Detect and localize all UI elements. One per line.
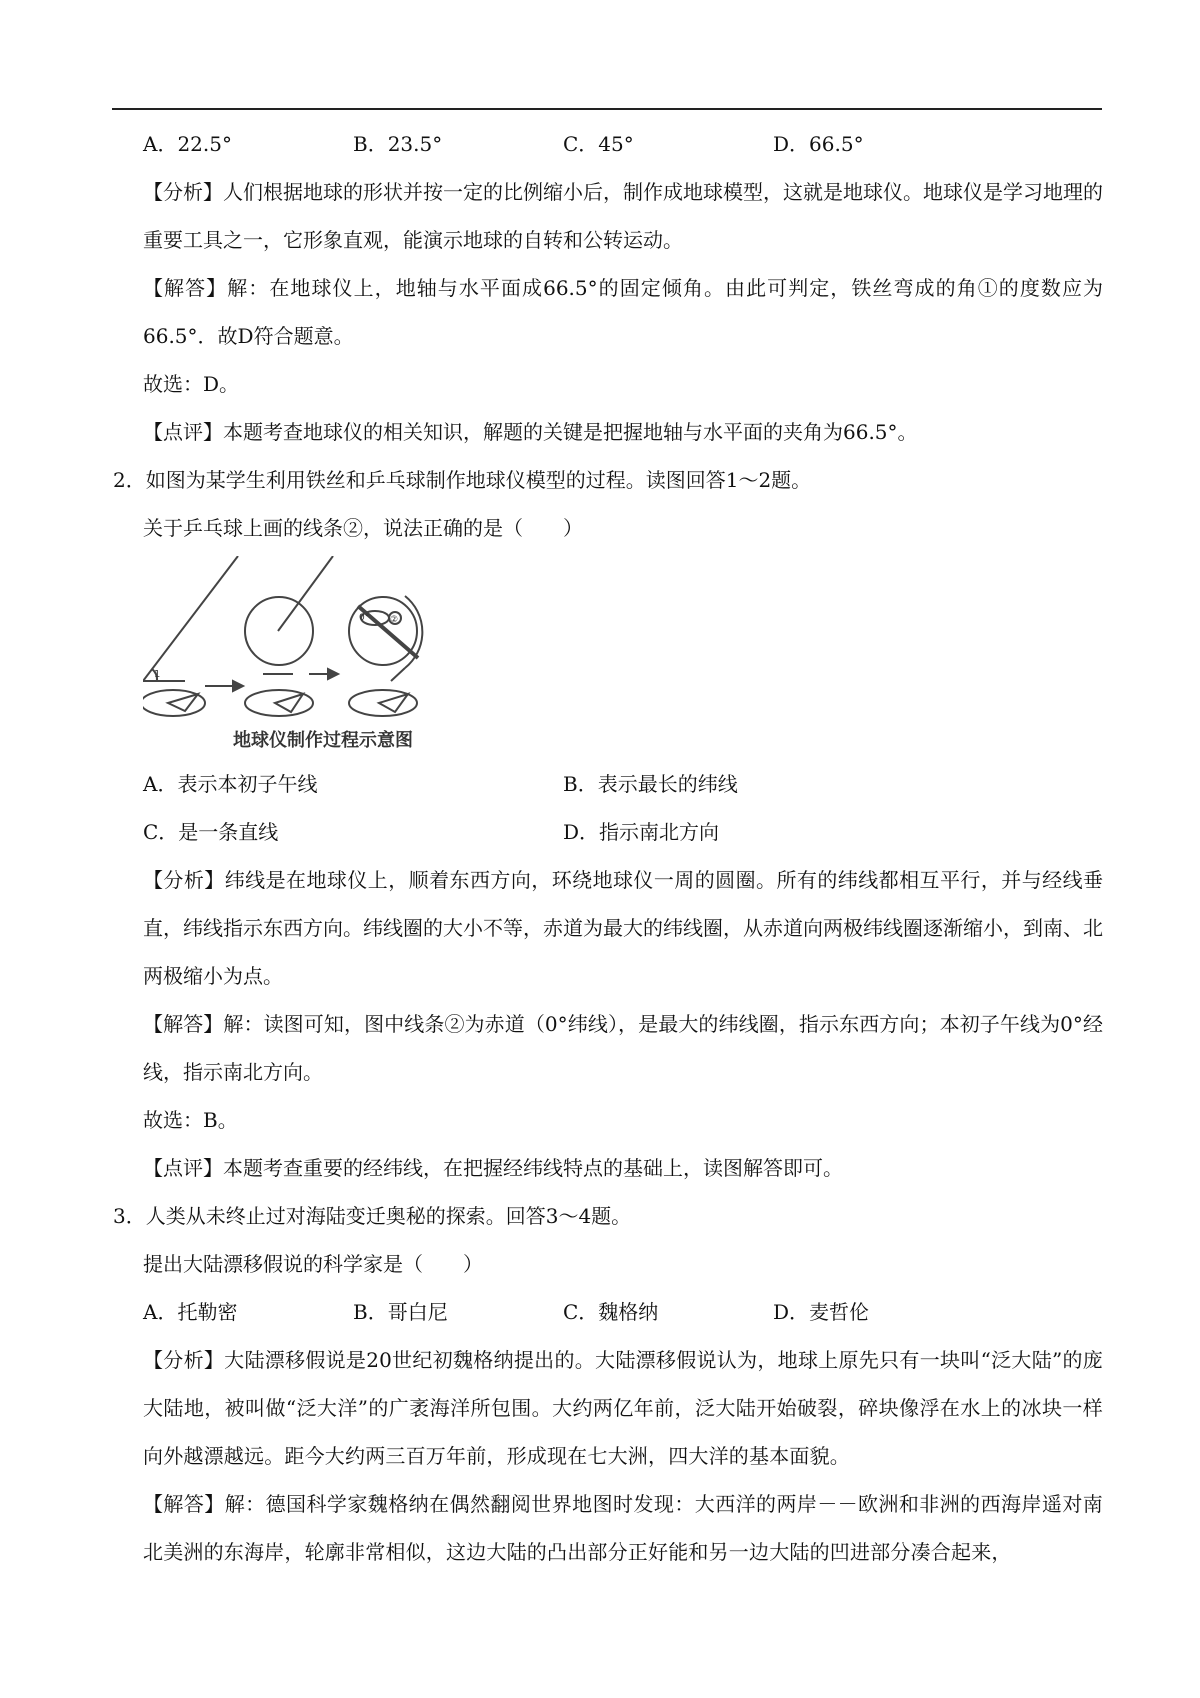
document-page — [113, 120, 1103, 1576]
q3-options — [143, 1288, 1103, 1336]
q2-options-row-2 — [143, 808, 1103, 856]
figure-label-0deg: 0° — [359, 613, 370, 623]
q3-option-a: A．托勒密 — [143, 1300, 238, 1324]
q2-option-a: A．表示本初子午线 — [143, 772, 318, 796]
q3-analysis: 【分析】大陆漂移假说是20世纪初魏格纳提出的。大陆漂移假说认为，地球上原先只有一块叫“泛大陆”的庞大陆地，被叫做“泛大洋”的广袤海洋所包围。大约两亿年前，泛大陆开始破裂，碎块像浮在水上的冰块一样向外越漂越远。距今大约两三百万年前，形成现在七大洲，四大洋的基本面貌。 — [143, 1348, 1103, 1468]
stand-post-3 — [391, 668, 405, 681]
arrow-head-2 — [328, 669, 338, 679]
figure-label-1: 1 — [154, 669, 161, 680]
q3-solution: 【解答】解：德国科学家魏格纳在偶然翻阅世界地图时发现：大西洋的两岸－－欧洲和非洲的西海岸遥对南北美洲的东海岸，轮廓非常相似，这边大陆的凸出部分正好能和另一边大陆的凹进部分凑合起来， — [143, 1492, 1103, 1564]
q1-option-c: C．45° — [563, 132, 634, 156]
q2-stem: 2．如图为某学生利用铁丝和乒乓球制作地球仪模型的过程。读图回答1～2题。 — [113, 468, 812, 492]
globe-making-figure — [143, 556, 443, 756]
q1-comment: 【点评】本题考查地球仪的相关知识，解题的关键是把握地轴与水平面的夹角为66.5°。 — [143, 420, 918, 444]
stand-notch-2 — [275, 694, 303, 712]
stand-notch-1 — [168, 694, 198, 711]
wire-axis-2 — [278, 556, 333, 631]
q3-option-c: C．魏格纳 — [563, 1300, 659, 1324]
arrow-head-1 — [233, 681, 243, 691]
q1-options — [143, 120, 1103, 168]
q1-option-d: D．66.5° — [773, 132, 864, 156]
q2-question: 关于乒乓球上画的线条②，说法正确的是（ ） — [143, 516, 583, 540]
q2-option-c: C．是一条直线 — [143, 820, 279, 844]
q2-analysis: 【分析】纬线是在地球仪上，顺着东西方向，环绕地球仪一周的圆圈。所有的纬线都相互平行，并与经线垂直，纬线指示东西方向。纬线圈的大小不等，赤道为最大的纬线圈，从赤道向两极纬线圈逐渐缩小，到南、北两极缩小为点。 — [143, 868, 1103, 988]
q2-option-d: D．指示南北方向 — [563, 820, 720, 844]
q1-analysis: 【分析】人们根据地球的形状并按一定的比例缩小后，制作成地球模型，这就是地球仪。地球仪是学习地理的重要工具之一，它形象直观，能演示地球的自转和公转运动。 — [143, 180, 1103, 252]
q2-option-b: B．表示最长的纬线 — [563, 772, 738, 796]
q2-options-row-1 — [143, 760, 1103, 808]
q3-stem: 3．人类从未终止过对海陆变迁奥秘的探索。回答3～4题。 — [113, 1204, 632, 1228]
q3-option-b: B．哥白尼 — [353, 1300, 448, 1324]
figure-label-2: ② — [390, 615, 399, 625]
q1-choice: 故选：D。 — [143, 372, 240, 396]
q1-option-b: B．23.5° — [353, 132, 443, 156]
header-rule — [112, 108, 1102, 110]
stand-notch-3 — [379, 694, 408, 712]
q2-solution: 【解答】解：读图可知，图中线条②为赤道（0°纬线），是最大的纬线圈，指示东西方向；本初子午线为0°经线，指示南北方向。 — [143, 1012, 1103, 1084]
globe-making-diagram — [143, 556, 443, 726]
q1-solution: 【解答】解：在地球仪上，地轴与水平面成66.5°的固定倾角。由此可判定，铁丝弯成的角①的度数应为66.5°．故D符合题意。 — [143, 276, 1103, 348]
q2-choice: 故选：B。 — [143, 1108, 238, 1132]
q1-option-a: A．22.5° — [143, 132, 232, 156]
figure-caption: 地球仪制作过程示意图 — [233, 730, 413, 751]
q3-question: 提出大陆漂移假说的科学家是（ ） — [143, 1252, 483, 1276]
q3-option-d: D．麦哲伦 — [773, 1300, 870, 1324]
wire-axis-1 — [143, 556, 238, 681]
q2-comment: 【点评】本题考查重要的经纬线，在把握经纬线特点的基础上，读图解答即可。 — [143, 1156, 843, 1180]
